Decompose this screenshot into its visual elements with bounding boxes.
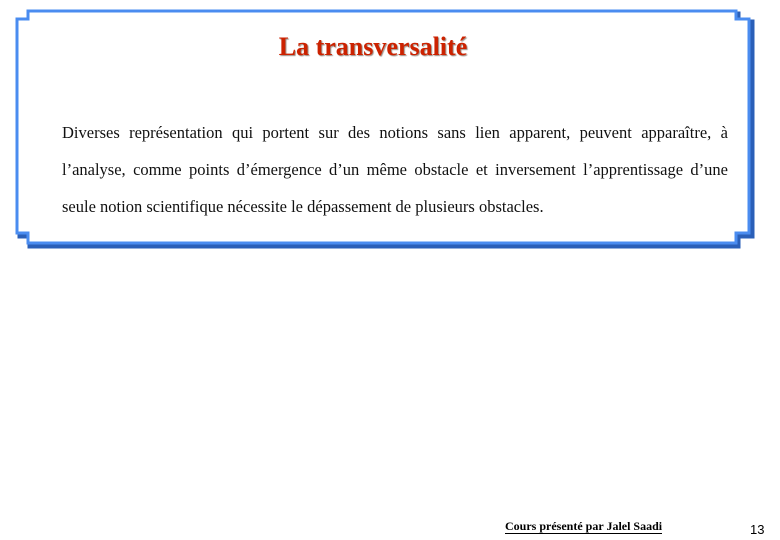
page-number: 13	[750, 522, 765, 537]
slide-body-text: Diverses représentation qui portent sur des notions sans lien apparent, peuvent apparaître, à l’analyse, comme points d’émergence d’un même obstacle et inversement l’apprentissage d’une seule notion scientifique nécessite le dépassement de plusieurs obstacles.	[62, 123, 728, 216]
footer-credit: Cours présenté par Jalel Saadi	[505, 519, 663, 533]
slide-title	[0, 32, 746, 62]
slide-title-text: La transversalité	[278, 32, 468, 61]
